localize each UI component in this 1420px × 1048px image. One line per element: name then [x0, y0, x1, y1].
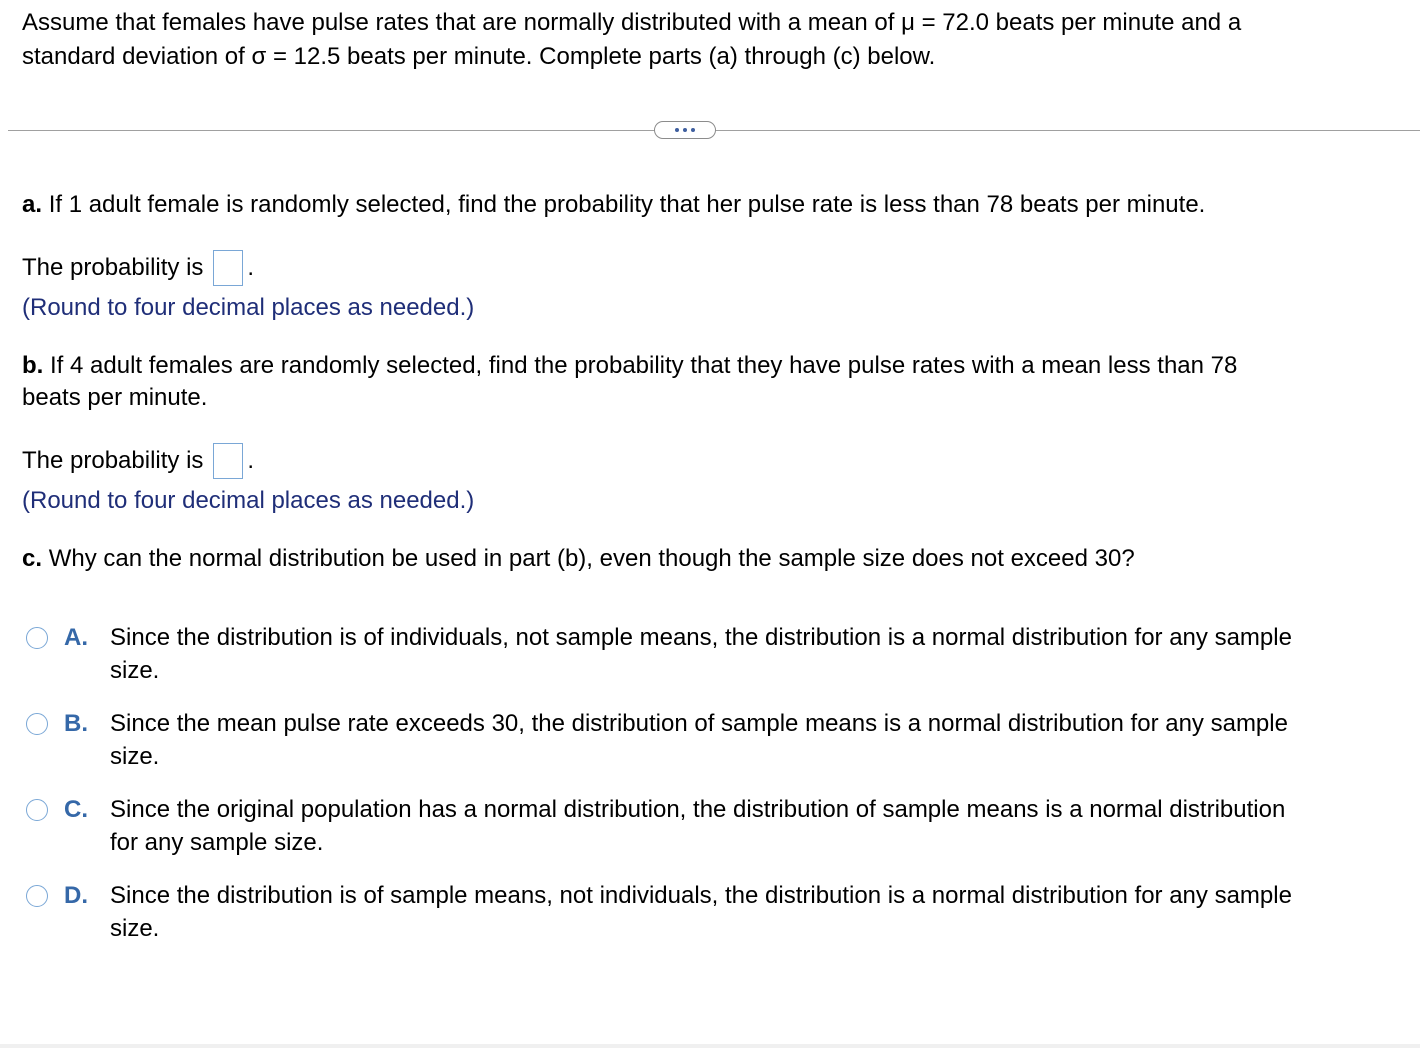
- show-more-button[interactable]: [654, 121, 716, 139]
- option-b-text-line-2: size.: [110, 743, 160, 770]
- part-a-question-text: If 1 adult female is randomly selected, find the probability that her pulse rate is less than 78 beats per minute.: [48, 191, 1206, 218]
- option-a-text: [110, 621, 1406, 687]
- option-a-letter: A.: [64, 624, 88, 651]
- part-b-question-line-1: If 4 adult females are randomly selected, find the probability that they have pulse rates with a mean less than 78: [50, 352, 1238, 379]
- part-a-hint: (Round to four decimal places as needed.): [22, 294, 475, 321]
- part-c-question-text: Why can the normal distribution be used in part (b), even though the sample size does not exceed 30?: [48, 545, 1135, 572]
- option-c-text-line-2: for any sample size.: [110, 829, 324, 856]
- radio-circle-icon[interactable]: [26, 713, 48, 735]
- part-b-answer-suffix: .: [247, 447, 255, 474]
- part-a-label: a.: [22, 191, 43, 218]
- option-d-text-line-2: size.: [110, 915, 160, 942]
- option-c[interactable]: [26, 793, 1406, 859]
- radio-circle-icon[interactable]: [26, 885, 48, 907]
- part-b-question-line-2: beats per minute.: [22, 384, 208, 411]
- option-a-text-line-2: size.: [110, 657, 160, 684]
- option-a-text-line-1: Since the distribution is of individuals, not sample means, the distribution is a normal distribution for any sample: [110, 624, 1292, 651]
- part-c-question: [22, 543, 1402, 575]
- option-d-letter: D.: [64, 882, 88, 909]
- part-b-question: [22, 350, 1402, 414]
- part-b-answer-input[interactable]: [213, 443, 243, 479]
- problem-statement-line-1: Assume that females have pulse rates that are normally distributed with a mean of μ = 72.0 beats per minute and a: [22, 9, 1242, 36]
- part-c-label: c.: [22, 545, 43, 572]
- part-b-hint: (Round to four decimal places as needed.): [22, 487, 475, 514]
- part-a-answer-suffix: .: [247, 254, 255, 281]
- radio-circle-icon[interactable]: [26, 627, 48, 649]
- option-b[interactable]: [26, 707, 1406, 773]
- option-a[interactable]: [26, 621, 1406, 687]
- option-b-text-line-1: Since the mean pulse rate exceeds 30, the distribution of sample means is a normal distribution for any sample: [110, 710, 1288, 737]
- part-b-label: b.: [22, 352, 44, 379]
- part-b-answer-line: [22, 443, 254, 479]
- part-a-answer-prefix: The probability is: [22, 254, 204, 281]
- option-c-text-line-1: Since the original population has a normal distribution, the distribution of sample means is a normal distribution: [110, 796, 1286, 823]
- part-a-answer-input[interactable]: [213, 250, 243, 286]
- problem-statement-line-2: standard deviation of σ = 12.5 beats per minute. Complete parts (a) through (c) below.: [22, 43, 936, 70]
- part-a-answer-line: [22, 250, 254, 286]
- problem-statement: [22, 6, 1402, 74]
- option-d[interactable]: [26, 879, 1406, 945]
- radio-circle-icon[interactable]: [26, 799, 48, 821]
- option-c-text: [110, 793, 1406, 859]
- option-b-text: [110, 707, 1406, 773]
- part-b-answer-prefix: The probability is: [22, 447, 204, 474]
- bottom-edge: [0, 1044, 1420, 1048]
- option-c-letter: C.: [64, 796, 88, 823]
- option-b-letter: B.: [64, 710, 88, 737]
- part-a-question: [22, 189, 1402, 221]
- option-d-text-line-1: Since the distribution is of sample means, not individuals, the distribution is a normal distribution for any sample: [110, 882, 1292, 909]
- ellipsis-icon: [675, 128, 695, 132]
- option-d-text: [110, 879, 1406, 945]
